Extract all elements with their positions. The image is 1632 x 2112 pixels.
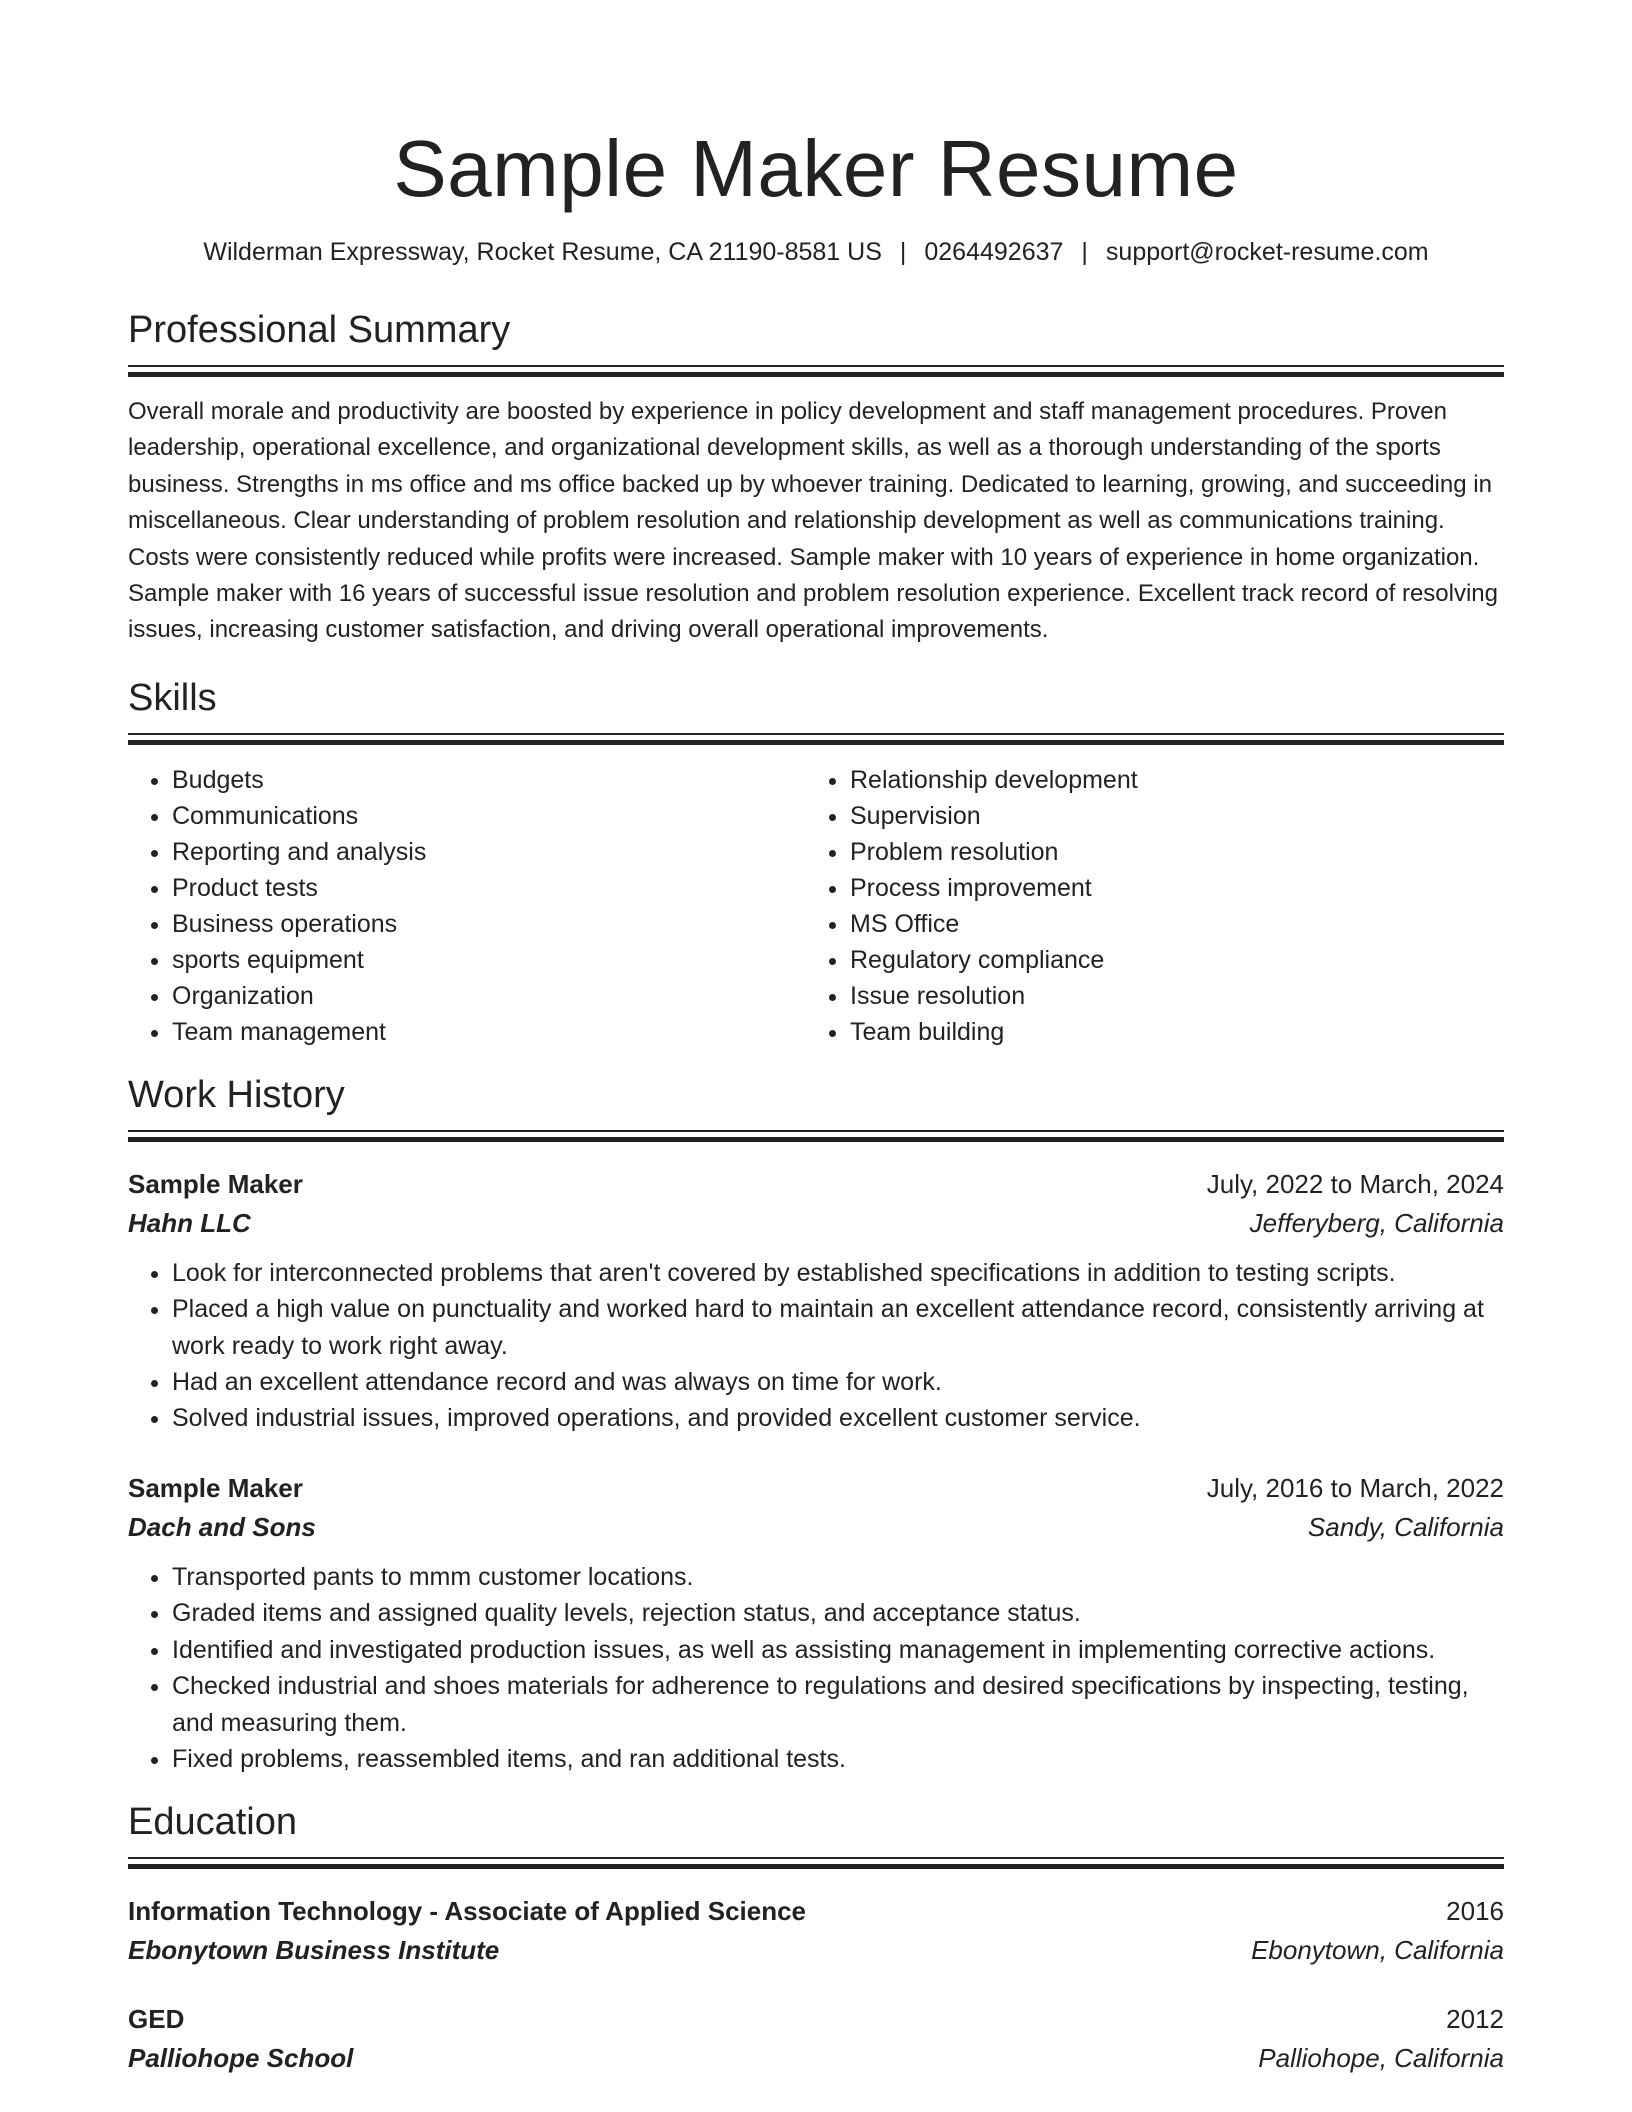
job-bullet: • Checked industrial and shoes materials for adherence to regulations and desired specifications by inspecting, testing, and measuring them. <box>172 1668 1504 1741</box>
skill-item: • Budgets <box>172 762 806 798</box>
job-bullet: • Transported pants to mmm customer locations. <box>172 1559 1504 1595</box>
job-bullet: • Solved industrial issues, improved operations, and provided excellent customer service. <box>172 1400 1504 1436</box>
skill-item: • sports equipment <box>172 942 806 978</box>
job-dates: July, 2022 to March, 2024 <box>1206 1168 1504 1199</box>
education-year: 2016 <box>1446 1896 1504 1927</box>
skill-item: • Problem resolution <box>850 834 1484 870</box>
contact-email: support@rocket-resume.com <box>1105 238 1429 266</box>
job-company-row <box>128 1507 1504 1547</box>
contact-separator: | <box>899 238 907 266</box>
skill-item: • Issue resolution <box>850 978 1484 1014</box>
skill-item: • Team building <box>850 1014 1484 1050</box>
job-bullet: • Look for interconnected problems that aren't covered by established specifications in addition to testing scripts. <box>172 1255 1504 1291</box>
job-title: Sample Maker <box>128 1168 303 1199</box>
job-entry <box>128 1165 1504 1437</box>
job-title: Sample Maker <box>128 1472 303 1503</box>
education-school-row <box>128 2038 1504 2078</box>
section-divider <box>128 365 1504 380</box>
job-bullet: • Graded items and assigned quality levels, rejection status, and acceptance status. <box>172 1595 1504 1631</box>
job-company-row <box>128 1203 1504 1243</box>
contact-line <box>128 235 1504 269</box>
contact-address: Wilderman Expressway, Rocket Resume, CA 21190-8581 US <box>203 238 882 266</box>
education-school: Ebonytown Business Institute <box>128 1935 500 1966</box>
skills-list <box>128 762 1504 1050</box>
job-header-row <box>128 1165 1504 1203</box>
resume-name: Sample Maker Resume <box>393 124 1239 213</box>
skill-item: • Process improvement <box>850 870 1484 906</box>
education-degree: GED <box>128 2004 185 2035</box>
job-bullets <box>128 1559 1504 1777</box>
education-heading: Education <box>128 1801 298 1844</box>
education-entry <box>128 2000 1504 2078</box>
contact-phone: 0264492637 <box>924 238 1064 266</box>
education-header-row <box>128 1892 1504 1930</box>
skill-item: • Product tests <box>172 870 806 906</box>
job-location: Sandy, California <box>1307 1511 1504 1542</box>
education-school: Palliohope School <box>128 2043 354 2074</box>
skill-item: • Organization <box>172 978 806 1014</box>
education-entry <box>128 1892 1504 1970</box>
skill-item: • Regulatory compliance <box>850 942 1484 978</box>
summary-heading: Professional Summary <box>128 309 511 351</box>
job-bullet: • Had an excellent attendance record and was always on time for work. <box>172 1364 1504 1400</box>
skill-item: • Team management <box>172 1014 806 1050</box>
work-history-heading: Work History <box>128 1073 345 1116</box>
education-year: 2012 <box>1446 2004 1504 2035</box>
resume-content <box>128 0 1504 2078</box>
summary-text: Overall morale and productivity are boosted by experience in policy development and staff management procedures. Proven leadership, operational excellence, and organizational development skills, as well as a thorough understanding of the sports business. Strengths in ms office and ms office backed up by whoever training. Dedicated to learning, growing, and succeeding in miscellaneous. Clear understanding of problem resolution and relationship development as well as communications training. Costs were consistently reduced while profits were increased. Sample maker with 10 years of experience in home organization. Sample maker with 16 years of successful issue resolution and problem resolution experience. Excellent track record of resolving issues, increasing customer satisfaction, and driving overall operational improvements. <box>128 398 1498 644</box>
job-bullet: • Identified and investigated production issues, as well as assisting management in implementing corrective actions. <box>172 1632 1504 1668</box>
education-degree: Information Technology - Associate of Applied Science <box>128 1896 807 1927</box>
job-entry <box>128 1469 1504 1777</box>
education-location: Ebonytown, California <box>1251 1935 1504 1966</box>
skill-item: • Relationship development <box>850 762 1484 798</box>
skills-column-left <box>128 762 806 1050</box>
job-bullet: • Fixed problems, reassembled items, and ran additional tests. <box>172 1741 1504 1777</box>
skills-column-right <box>806 762 1484 1050</box>
section-divider <box>128 733 1504 748</box>
education-location: Palliohope, California <box>1258 2043 1504 2074</box>
skill-item: • Supervision <box>850 798 1484 834</box>
job-bullets <box>128 1255 1504 1437</box>
job-bullet: • Placed a high value on punctuality and worked hard to maintain an excellent attendance record, consistently arriving at work ready to work right away. <box>172 1291 1504 1364</box>
section-divider <box>128 1130 1504 1145</box>
contact-separator: | <box>1081 238 1088 266</box>
job-dates: July, 2016 to March, 2022 <box>1206 1472 1504 1503</box>
education-school-row <box>128 1930 1504 1970</box>
skill-item: • MS Office <box>850 906 1484 942</box>
job-location: Jefferyberg, California <box>1249 1207 1504 1238</box>
education-header-row <box>128 2000 1504 2038</box>
skill-item: • Communications <box>172 798 806 834</box>
job-company: Hahn LLC <box>128 1207 251 1238</box>
section-divider <box>128 1857 1504 1872</box>
skill-item: • Business operations <box>172 906 806 942</box>
skill-item: • Reporting and analysis <box>172 834 806 870</box>
skills-heading: Skills <box>128 676 217 719</box>
job-header-row <box>128 1469 1504 1507</box>
job-company: Dach and Sons <box>128 1511 316 1542</box>
